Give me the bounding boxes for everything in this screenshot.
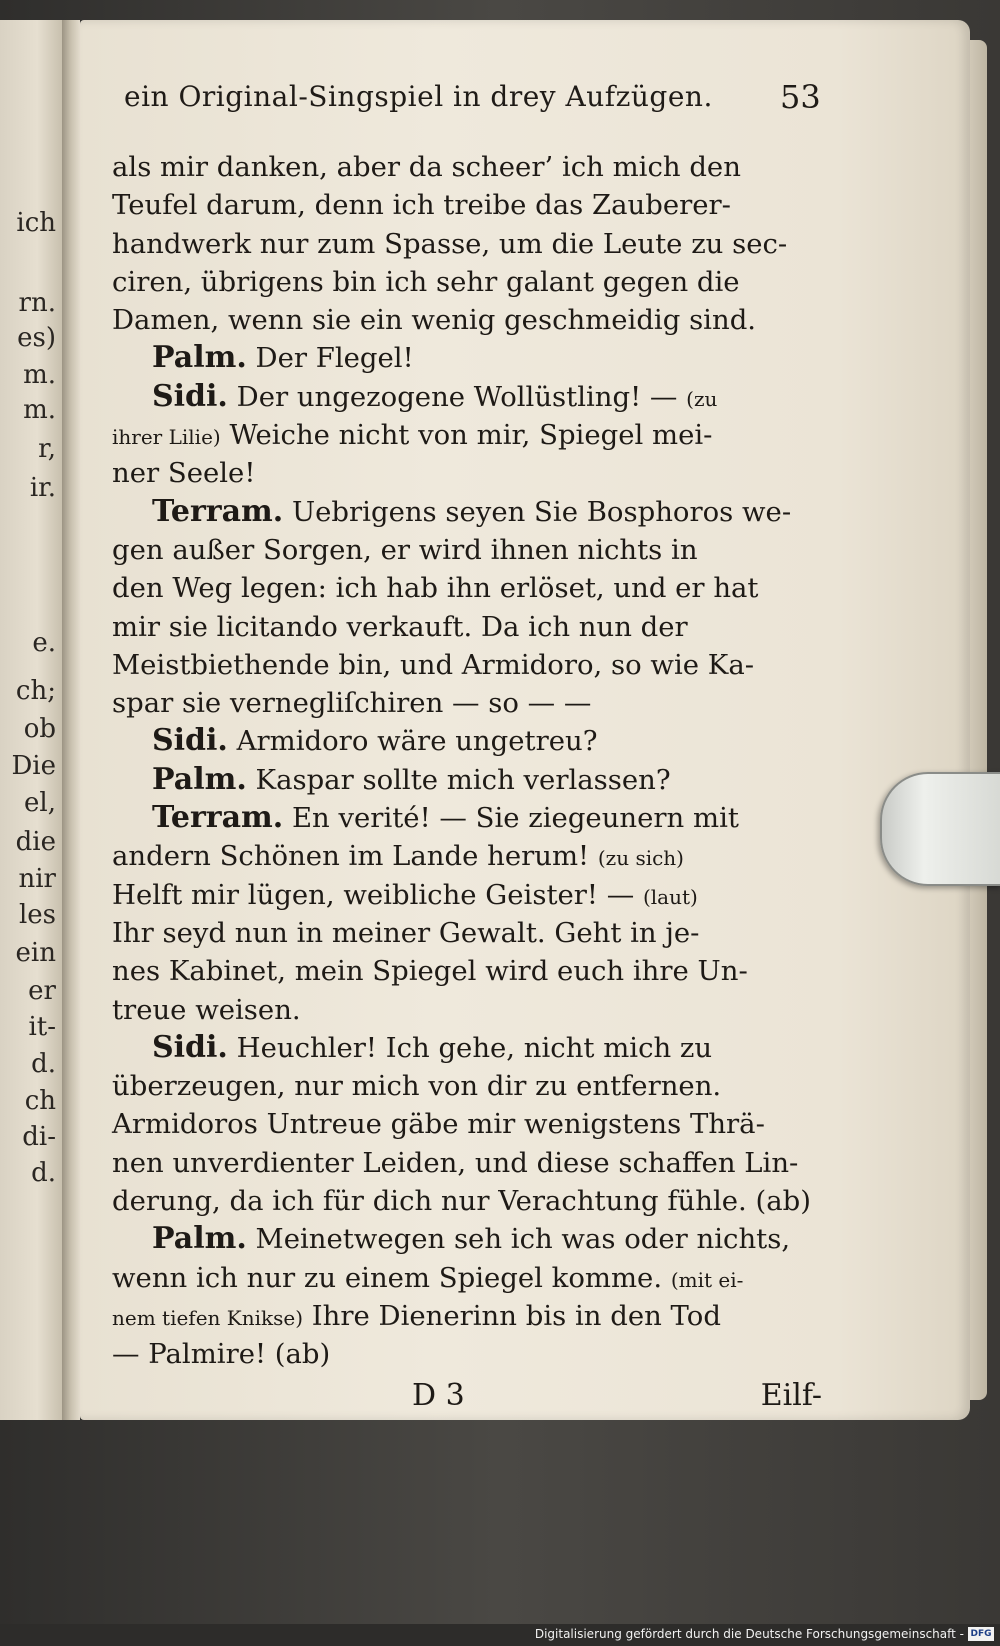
text-line [112,454,822,492]
line-text: Armidoros Untreue gäbe mir wenigstens Thrä- [112,1108,765,1141]
text-line [112,684,822,722]
speaker-name: Sidi. [152,723,228,759]
speech-line [112,1029,822,1067]
previous-page-fragment: d. [31,1158,56,1188]
line-text: ner Seele! [112,457,256,490]
digitization-credit: Digitalisierung gefördert durch die Deutsche Forschungsgemeinschaft - [534,1627,964,1641]
line-text: Weiche nicht von mir, Spiegel mei- [229,419,713,452]
speech-line [112,761,822,799]
speech-line [112,799,822,837]
text-line [112,301,822,339]
speaker-name: Palm. [152,1221,247,1257]
stage-direction: (laut) [642,884,698,909]
line-text: überzeugen, nur mich von dir zu entfernen. [112,1070,722,1103]
page-body-text [112,148,822,1374]
line-text: Heuchler! Ich gehe, nicht mich zu [236,1031,713,1064]
line-text: nes Kabinet, mein Spiegel wird euch ihre Un- [112,955,748,988]
catchword: Eilf- [760,1378,822,1413]
previous-page-fragment: ir. [29,473,56,503]
line-text: wenn ich nur zu einem Spiegel komme. [112,1261,663,1294]
previous-page-fragment: les [18,900,56,930]
text-line [112,1259,822,1297]
previous-page-fragment: m. [23,360,56,390]
text-line [112,991,822,1029]
line-text: mir sie licitando verkauft. Da ich nun der [112,610,688,643]
speech-line [112,493,822,531]
line-text: treue weisen. [112,993,301,1026]
previous-page-fragment: di- [22,1122,56,1152]
line-text: den Weg legen: ich hab ihn erlöset, und er hat [112,572,759,605]
previous-page-fragment: die [15,827,56,857]
previous-page-fragment: er [28,976,56,1006]
text-line [112,1297,822,1335]
text-line [112,1067,822,1105]
running-head: ein Original-Singspiel in drey Aufzügen. [124,80,713,113]
previous-page-fragment: r, [38,434,56,464]
text-line [112,186,822,224]
stage-direction: (zu [686,386,718,411]
line-text: als mir danken, aber da scheer’ ich mich den [112,151,741,183]
line-text: Teufel darum, denn ich treibe das Zauberer- [112,189,731,222]
speech-line [112,1220,822,1258]
line-text: Helft mir lügen, weibliche Geister! — [112,878,635,911]
stage-direction: (zu sich) [597,846,684,871]
line-text: Uebrigens seyen Sie Bosphoros we- [291,495,792,528]
line-text: handwerk nur zum Spasse, um die Leute zu sec- [112,227,788,260]
text-line [112,876,822,914]
text-line [112,1105,822,1143]
text-line [112,416,822,454]
text-line [112,263,822,301]
line-text: Damen, wenn sie ein wenig geschmeidig sind. [112,304,757,337]
previous-page-fragment: it- [28,1012,56,1042]
speech-line [112,722,822,760]
previous-page-fragment: ich [16,208,56,238]
previous-page-fragment: es) [17,323,56,353]
speaker-name: Palm. [152,340,247,376]
previous-page-fragment: e. [32,628,56,658]
line-text: andern Schönen im Lande herum! [112,840,590,873]
line-text: Der ungezogene Wollüstling! — [236,380,678,413]
line-text: derung, da ich für dich nur Verachtung fühle. (ab) [112,1185,811,1218]
text-line [112,148,822,186]
line-text: — Palmire! (ab) [112,1338,331,1371]
line-text: Ihre Dienerinn bis in den Tod [311,1299,721,1332]
stage-direction: (mit ei- [670,1267,744,1292]
line-text: ciren, übrigens bin ich sehr galant gegen die [112,265,740,298]
previous-page-fragment: ob [23,714,56,744]
stage-direction: nem tiefen Knikse) [112,1305,304,1330]
text-line [112,569,822,607]
page-number: 53 [780,78,821,116]
speaker-name: Palm. [152,761,247,797]
previous-page-fragment: m. [23,395,56,425]
line-text: Meistbiethende bin, und Armidoro, so wie Ka- [112,648,755,681]
text-line [112,837,822,875]
previous-page-fragment: el, [24,788,56,818]
page-footer [112,1378,822,1420]
book-gutter [62,20,80,1420]
text-line [112,1182,822,1220]
speaker-name: Sidi. [152,378,228,414]
line-text: spar sie vernegliſchiren — so — — [112,687,592,720]
line-text: Ihr seyd nun in meiner Gewalt. Geht in je- [112,916,700,949]
previous-page-fragment: ein [15,938,56,968]
page-clip [880,772,1000,886]
speaker-name: Terram. [152,800,284,836]
previous-page-fragment: Die [11,751,56,781]
line-text: gen außer Sorgen, er wird ihnen nichts in [112,533,698,566]
stage-direction: ihrer Lilie) [112,425,221,450]
line-text: Armidoro wäre ungetreu? [236,725,598,758]
line-text: nen unverdienter Leiden, und diese schaffen Lin- [112,1146,799,1179]
previous-page-edge [0,20,64,1420]
line-text: Meinetwegen seh ich was oder nichts, [255,1223,791,1256]
text-line [112,1144,822,1182]
previous-page-fragment: ch; [15,676,56,706]
text-line [112,646,822,684]
line-text: Kaspar sollte mich verlassen? [255,763,671,796]
text-line [112,225,822,263]
text-line [112,608,822,646]
text-line [112,531,822,569]
text-line [112,914,822,952]
speaker-name: Terram. [152,493,284,529]
previous-page-fragment: rn. [18,288,56,318]
speech-line [112,378,822,416]
speech-line [112,339,822,377]
previous-page-fragment: ch [24,1086,56,1116]
line-text: Der Flegel! [255,342,414,375]
signature-mark: D 3 [412,1378,465,1413]
previous-page-fragment: nir [18,864,56,894]
speaker-name: Sidi. [152,1029,228,1065]
previous-page-fragment: d. [31,1049,56,1079]
text-line [112,952,822,990]
text-line [112,1335,822,1373]
line-text: En verité! — Sie ziegeunern mit [291,802,739,835]
dfg-logo: DFG [968,1627,994,1641]
